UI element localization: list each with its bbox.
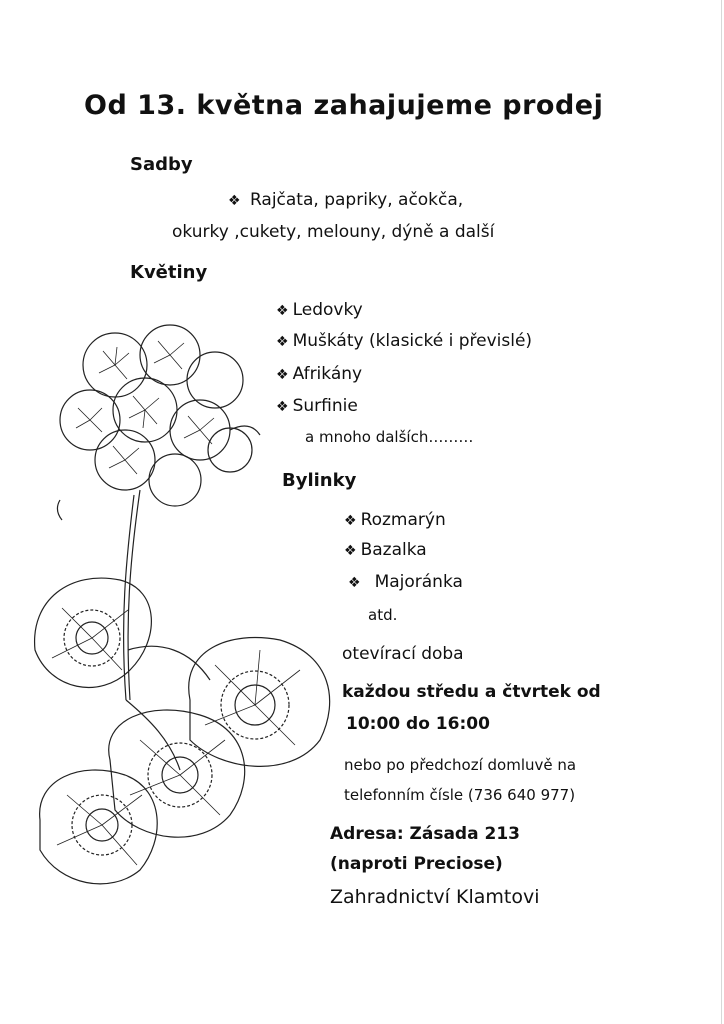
bylinky-item <box>348 572 463 592</box>
kvetiny-item-text: Muškáty (klasické i převislé) <box>292 331 533 351</box>
sadby-line-2: okurky ,cukety, melouny, dýně a další <box>172 222 495 242</box>
address-line-2: (naproti Preciose) <box>330 854 503 874</box>
kvetiny-item-text: Afrikány <box>292 364 363 384</box>
opening-hours-label: otevírací doba <box>342 644 464 664</box>
kvetiny-heading: Květiny <box>130 262 208 283</box>
bullet-icon: ❖ <box>276 303 289 319</box>
bylinky-item <box>344 510 446 530</box>
bylinky-item <box>344 540 427 560</box>
opening-days: každou středu a čtvrtek od <box>342 682 601 702</box>
bullet-icon: ❖ <box>344 513 357 529</box>
stem <box>128 490 140 700</box>
bullet-icon: ❖ <box>344 543 357 559</box>
bullet-icon: ❖ <box>228 193 241 209</box>
bylinky-heading: Bylinky <box>282 470 357 491</box>
sadby-line-1 <box>228 190 463 210</box>
business-name: Zahradnictví Klamtovi <box>330 886 540 908</box>
scan-edge-line <box>721 0 722 1024</box>
sadby-heading: Sadby <box>130 154 193 175</box>
bullet-icon: ❖ <box>348 575 361 591</box>
flower-cluster <box>57 325 260 520</box>
address-line-1: Adresa: Zásada 213 <box>330 824 520 844</box>
leaves <box>35 578 330 884</box>
bylinky-item-text: Rozmarýn <box>360 510 446 530</box>
kvetiny-more: a mnoho dalších……… <box>305 428 474 446</box>
sadby-line-1-text: Rajčata, papriky, ačokča, <box>249 190 464 210</box>
bullet-icon: ❖ <box>276 334 289 350</box>
bylinky-more: atd. <box>368 606 398 624</box>
kvetiny-item-text: Ledovky <box>292 300 363 320</box>
hours-note-2: telefonním čísle (736 640 977) <box>344 786 576 804</box>
bullet-icon: ❖ <box>276 367 289 383</box>
kvetiny-item-text: Surfinie <box>292 396 358 416</box>
opening-times: 10:00 do 16:00 <box>346 714 490 734</box>
bylinky-item-text: Majoránka <box>374 572 463 592</box>
hours-note-1: nebo po předchozí domluvě na <box>344 756 577 774</box>
bullet-icon: ❖ <box>276 399 289 415</box>
geranium-illustration <box>30 320 350 900</box>
bylinky-item-text: Bazalka <box>360 540 427 560</box>
page-title: Od 13. května zahajujeme prodej <box>84 90 604 121</box>
kvetiny-item <box>276 300 363 320</box>
